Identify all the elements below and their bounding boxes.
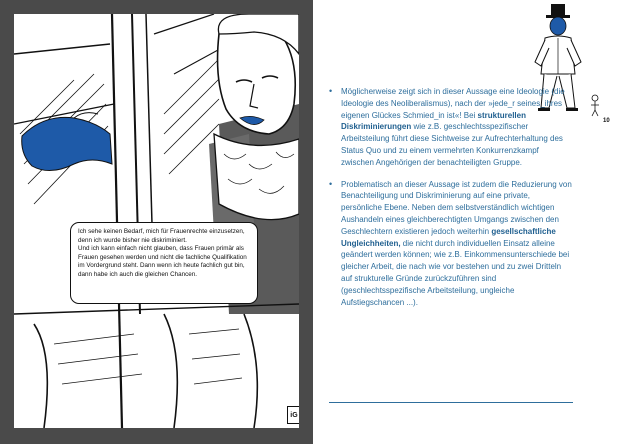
bullet-icon: • [329,178,333,189]
body-text [329,86,573,318]
speech-line: dann habe ich auch die gleichen Chancen. [78,270,198,278]
page-number: 10 [603,118,610,124]
speech-bubble [70,222,258,304]
divider-line [329,402,573,403]
speech-line: Frauen gesehen werden und nicht die fachliche Qualifikation [78,253,247,261]
emphasis: strukturellen Diskriminierungen [341,110,526,132]
speech-line: Und ich kann einfach nicht glauben, dass Frauen primär als [78,245,244,253]
paragraph-text: Problematisch an dieser Aussage ist zudem die Reduzierung von Benachteiligung und Diskriminierung auf eine private, persönliche Ebene. Neben dem selbstverständlich wichtigen Aushandeln eines gleichberechtigten Umgangs zwischen den Geschlechtern existieren jedoch weiterhin [341,179,572,236]
text-page [313,0,624,444]
comic-panel [14,14,299,428]
speech-line: im Vordergrund steht. Dann wenn ich heute fachlich gut bin, [78,262,245,270]
paragraph-1 [329,86,573,169]
speech-line: Ich sehe keinen Bedarf, mich für Frauenrechte einzusetzen, [78,228,245,235]
paragraph-2 [329,179,573,309]
comic-mark: iG [287,406,299,424]
paragraph-text: wie z.B. geschlechtsspezifischer Arbeitsteilung führt diese Sichtweise zur Aufrechterhaltung des Status Quo und zu einem vermehrten Konkurrenzkampf zwischen Angehörigen der benachteiligten Gruppe. [341,122,563,167]
paragraph-text: Möglicherweise zeigt sich in dieser Aussage eine Ideologie (die Ideologie des Neoliberalismus), nach der »jede_r seines_ihres eigenen Glückes Schmied_in ist«! Bei [341,87,565,120]
speech-line: denn ich wurde bisher nie diskriminiert. [78,236,187,244]
bullet-icon: • [329,86,333,96]
comic-illustration [14,14,299,428]
emphasis: gesellschaftliche Ungleichheiten, [341,226,556,248]
paragraph-text: die nicht durch individuellen Einsatz alleine geändert werden können; wie z.B. Einkommensunterschiede bei gleicher Arbeit, die nach wie vor bestehen und zu zwei Dritteln auf strukturelle Gründe zurückzuführen sind (geschlechtsspezifische Arbeitsteilung, ungleiche Aufstiegschancen ...). [341,238,570,307]
